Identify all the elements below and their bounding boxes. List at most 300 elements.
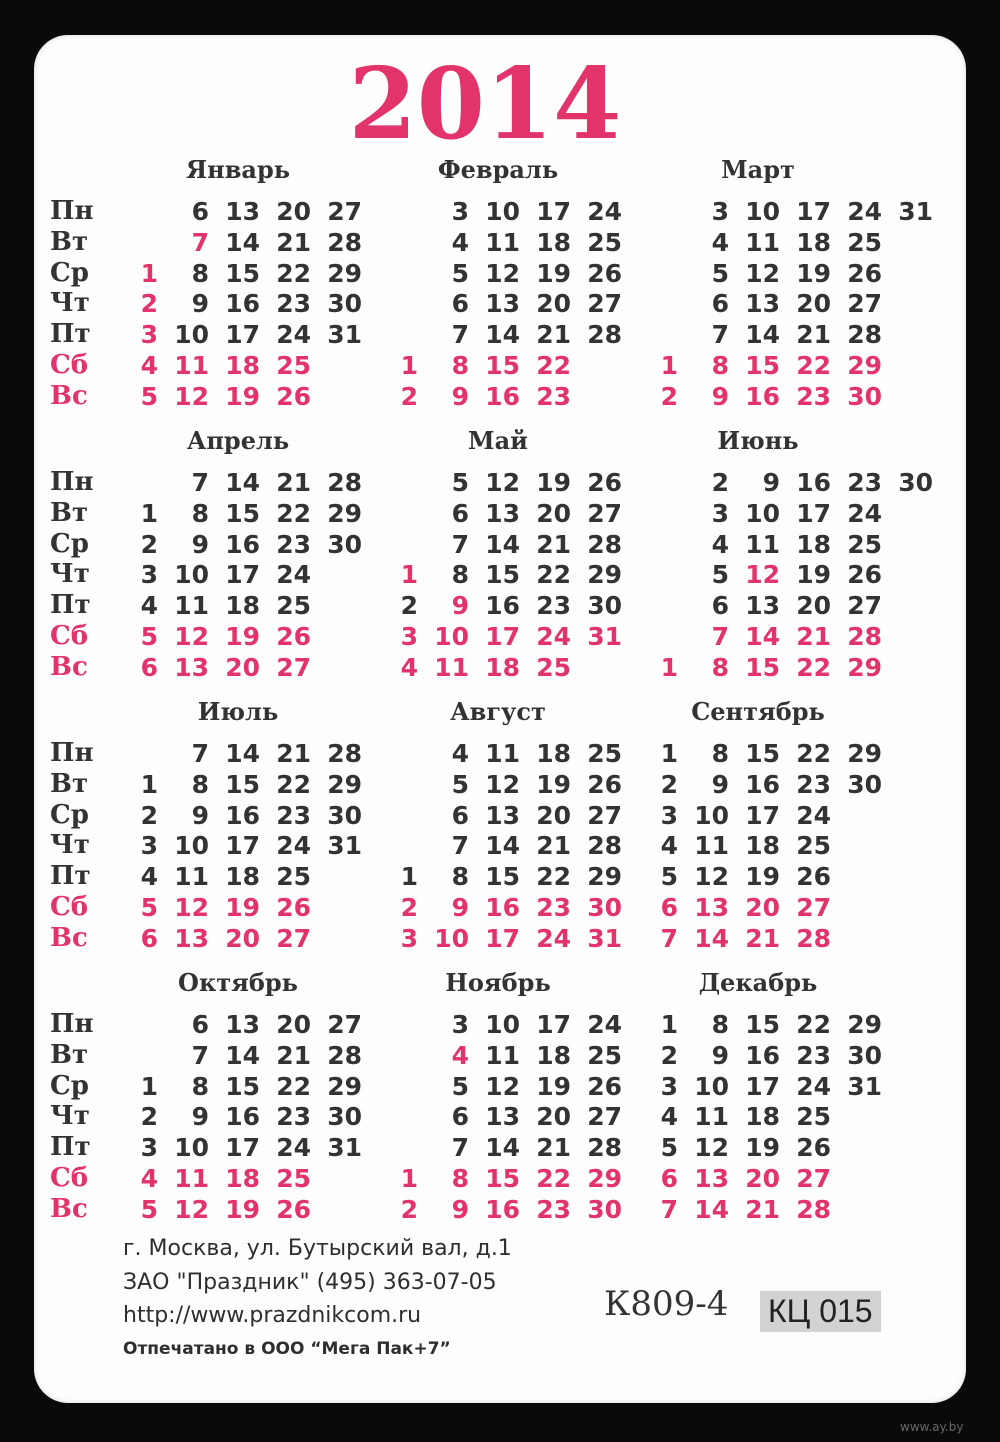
day-cell: 18 bbox=[796, 227, 831, 257]
day-cell: 16 bbox=[485, 591, 520, 621]
day-cell: 4 bbox=[140, 591, 158, 621]
month-title: Март bbox=[721, 155, 795, 184]
day-cell: 5 bbox=[140, 381, 158, 411]
day-cell: 12 bbox=[745, 560, 780, 590]
day-cell: 7 bbox=[451, 831, 469, 861]
day-cell: 2 bbox=[140, 800, 158, 830]
day-cell: 21 bbox=[796, 622, 831, 651]
day-cell: 9 bbox=[191, 800, 209, 830]
day-cell: 29 bbox=[847, 652, 882, 682]
day-cell: 23 bbox=[276, 529, 311, 559]
day-cell: 29 bbox=[327, 769, 362, 799]
day-cell: 8 bbox=[451, 1164, 469, 1193]
day-cell: 12 bbox=[485, 468, 520, 497]
day-cell: 12 bbox=[174, 381, 209, 411]
day-cell: 8 bbox=[711, 351, 729, 380]
day-cell: 5 bbox=[451, 769, 469, 799]
day-cell: 22 bbox=[796, 1010, 831, 1039]
day-cell: 16 bbox=[745, 1040, 780, 1070]
day-cell: 1 bbox=[140, 498, 158, 528]
weekday-label: Вс bbox=[50, 1193, 88, 1224]
day-cell: 14 bbox=[745, 320, 780, 350]
day-cell: 7 bbox=[711, 320, 729, 350]
weekday-label: Вс bbox=[50, 380, 88, 411]
day-cell: 9 bbox=[451, 381, 469, 411]
day-cell: 10 bbox=[745, 498, 780, 528]
month-title: Январь bbox=[185, 155, 291, 184]
day-cell: 3 bbox=[140, 1133, 158, 1163]
day-cell: 5 bbox=[711, 560, 729, 590]
day-cell: 27 bbox=[327, 1010, 362, 1039]
day-cell: 6 bbox=[191, 197, 209, 226]
day-cell: 9 bbox=[762, 468, 780, 497]
day-cell: 10 bbox=[174, 320, 209, 350]
day-cell: 30 bbox=[327, 529, 362, 559]
day-cell: 29 bbox=[327, 258, 362, 288]
day-cell: 10 bbox=[434, 923, 469, 953]
weekday-label: Пн bbox=[50, 196, 94, 226]
day-cell: 23 bbox=[536, 1194, 571, 1224]
day-cell: 7 bbox=[451, 320, 469, 350]
day-cell: 7 bbox=[191, 468, 209, 497]
day-cell: 14 bbox=[694, 1194, 729, 1224]
day-cell: 21 bbox=[276, 739, 311, 768]
day-cell: 23 bbox=[276, 1102, 311, 1132]
day-cell: 24 bbox=[276, 320, 311, 350]
day-cell: 16 bbox=[225, 1102, 260, 1132]
day-cell: 5 bbox=[451, 468, 469, 497]
day-cell: 25 bbox=[796, 1102, 831, 1132]
weekday-label: Пт bbox=[50, 319, 91, 350]
day-cell: 23 bbox=[536, 381, 571, 411]
day-cell: 16 bbox=[485, 893, 520, 922]
printed-by-text: Отпечатано в ООО “Мега Пак+7” bbox=[123, 1339, 451, 1359]
watermark-text: www.ay.by bbox=[900, 1420, 964, 1434]
day-cell: 21 bbox=[276, 227, 311, 257]
day-cell: 27 bbox=[327, 197, 362, 226]
day-cell: 3 bbox=[711, 197, 729, 226]
day-cell: 13 bbox=[694, 893, 729, 922]
day-cell: 15 bbox=[485, 351, 520, 380]
day-cell: 18 bbox=[225, 351, 260, 380]
day-cell: 15 bbox=[485, 1164, 520, 1193]
day-cell: 15 bbox=[225, 258, 260, 288]
day-cell: 20 bbox=[796, 289, 831, 319]
day-cell: 26 bbox=[587, 769, 622, 799]
day-cell: 18 bbox=[745, 1102, 780, 1132]
day-cell: 31 bbox=[847, 1071, 882, 1101]
day-cell: 28 bbox=[327, 227, 362, 257]
weekday-label: Вт bbox=[50, 1039, 89, 1070]
day-cell: 31 bbox=[327, 1133, 362, 1163]
weekday-label: Пт bbox=[50, 1132, 91, 1163]
day-cell: 2 bbox=[660, 381, 678, 411]
day-cell: 17 bbox=[796, 498, 831, 528]
weekday-label: Пн bbox=[50, 467, 94, 497]
day-cell: 5 bbox=[140, 1194, 158, 1224]
day-cell: 10 bbox=[694, 800, 729, 830]
day-cell: 23 bbox=[536, 893, 571, 922]
month-title: Февраль bbox=[437, 155, 559, 184]
day-cell: 30 bbox=[587, 1194, 622, 1224]
day-cell: 13 bbox=[174, 923, 209, 953]
day-cell: 16 bbox=[796, 468, 831, 497]
day-cell: 2 bbox=[140, 1102, 158, 1132]
day-cell: 19 bbox=[536, 1071, 571, 1101]
day-cell: 21 bbox=[276, 468, 311, 497]
day-cell: 27 bbox=[587, 1102, 622, 1132]
day-cell: 16 bbox=[225, 800, 260, 830]
day-cell: 19 bbox=[225, 622, 260, 651]
day-cell: 1 bbox=[140, 769, 158, 799]
day-cell: 21 bbox=[276, 1040, 311, 1070]
day-cell: 10 bbox=[694, 1071, 729, 1101]
day-cell: 1 bbox=[140, 1071, 158, 1101]
day-cell: 13 bbox=[485, 498, 520, 528]
day-cell: 3 bbox=[711, 498, 729, 528]
day-cell: 15 bbox=[225, 1071, 260, 1101]
day-cell: 26 bbox=[796, 1133, 831, 1163]
day-cell: 20 bbox=[276, 197, 311, 226]
day-cell: 24 bbox=[276, 560, 311, 590]
day-cell: 24 bbox=[796, 800, 831, 830]
day-cell: 28 bbox=[587, 831, 622, 861]
day-cell: 7 bbox=[660, 923, 678, 953]
day-cell: 6 bbox=[451, 800, 469, 830]
day-cell: 27 bbox=[587, 498, 622, 528]
day-cell: 14 bbox=[225, 468, 260, 497]
day-cell: 2 bbox=[400, 1194, 418, 1224]
product-code: К809-4 bbox=[604, 1284, 729, 1324]
day-cell: 3 bbox=[140, 320, 158, 350]
day-cell: 2 bbox=[400, 381, 418, 411]
day-cell: 7 bbox=[191, 227, 209, 257]
day-cell: 8 bbox=[451, 351, 469, 380]
day-cell: 22 bbox=[536, 862, 571, 892]
day-cell: 28 bbox=[587, 529, 622, 559]
day-cell: 4 bbox=[140, 351, 158, 380]
day-cell: 11 bbox=[174, 591, 209, 621]
day-cell: 2 bbox=[660, 1040, 678, 1070]
day-cell: 4 bbox=[451, 1040, 469, 1070]
day-cell: 6 bbox=[191, 1010, 209, 1039]
day-cell: 30 bbox=[327, 289, 362, 319]
day-cell: 9 bbox=[711, 381, 729, 411]
day-cell: 8 bbox=[191, 498, 209, 528]
year-title: 2014 bbox=[348, 47, 622, 162]
day-cell: 4 bbox=[451, 739, 469, 768]
day-cell: 4 bbox=[140, 862, 158, 892]
day-cell: 8 bbox=[191, 769, 209, 799]
day-cell: 7 bbox=[451, 1133, 469, 1163]
day-cell: 8 bbox=[711, 739, 729, 768]
day-cell: 25 bbox=[587, 1040, 622, 1070]
day-cell: 1 bbox=[660, 652, 678, 682]
day-cell: 31 bbox=[587, 622, 622, 651]
day-cell: 6 bbox=[140, 652, 158, 682]
day-cell: 19 bbox=[225, 381, 260, 411]
day-cell: 17 bbox=[225, 1133, 260, 1163]
day-cell: 14 bbox=[485, 831, 520, 861]
day-cell: 6 bbox=[451, 289, 469, 319]
month-title: Сентябрь bbox=[691, 697, 825, 726]
day-cell: 1 bbox=[660, 1010, 678, 1039]
day-cell: 22 bbox=[276, 769, 311, 799]
day-cell: 12 bbox=[745, 258, 780, 288]
day-cell: 23 bbox=[796, 1040, 831, 1070]
stamp-code: КЦ 015 bbox=[760, 1291, 881, 1332]
day-cell: 8 bbox=[711, 1010, 729, 1039]
weekday-label: Вс bbox=[50, 651, 88, 682]
day-cell: 2 bbox=[400, 893, 418, 922]
month-title: Апрель bbox=[186, 426, 290, 455]
day-cell: 28 bbox=[327, 1040, 362, 1070]
day-cell: 5 bbox=[660, 862, 678, 892]
day-cell: 11 bbox=[174, 862, 209, 892]
day-cell: 2 bbox=[400, 591, 418, 621]
day-cell: 6 bbox=[451, 1102, 469, 1132]
day-cell: 7 bbox=[191, 1040, 209, 1070]
website-url: http://www.prazdnikcom.ru bbox=[123, 1303, 422, 1328]
weekday-label: Сб bbox=[50, 1163, 89, 1193]
day-cell: 19 bbox=[536, 258, 571, 288]
day-cell: 15 bbox=[485, 862, 520, 892]
weekday-label: Пт bbox=[50, 861, 91, 892]
month-title: Ноябрь bbox=[445, 968, 551, 997]
day-cell: 25 bbox=[536, 652, 571, 682]
day-cell: 30 bbox=[327, 800, 362, 830]
day-cell: 5 bbox=[451, 1071, 469, 1101]
day-cell: 22 bbox=[276, 498, 311, 528]
day-cell: 20 bbox=[536, 498, 571, 528]
day-cell: 1 bbox=[400, 560, 418, 590]
day-cell: 23 bbox=[536, 591, 571, 621]
day-cell: 14 bbox=[485, 529, 520, 559]
day-cell: 9 bbox=[451, 1194, 469, 1224]
day-cell: 28 bbox=[587, 320, 622, 350]
weekday-label: Чт bbox=[50, 559, 90, 590]
day-cell: 4 bbox=[140, 1164, 158, 1193]
day-cell: 30 bbox=[847, 1040, 882, 1070]
weekday-label: Ср bbox=[50, 528, 89, 559]
day-cell: 12 bbox=[694, 1133, 729, 1163]
day-cell: 10 bbox=[174, 831, 209, 861]
weekday-label: Ср bbox=[50, 799, 89, 830]
day-cell: 3 bbox=[400, 923, 418, 953]
day-cell: 5 bbox=[451, 258, 469, 288]
day-cell: 17 bbox=[796, 197, 831, 226]
day-cell: 25 bbox=[276, 1164, 311, 1193]
day-cell: 11 bbox=[745, 529, 780, 559]
weekday-label: Пн bbox=[50, 1009, 94, 1039]
day-cell: 28 bbox=[796, 923, 831, 953]
month-title: Август bbox=[450, 697, 546, 726]
day-cell: 21 bbox=[796, 320, 831, 350]
day-cell: 21 bbox=[745, 923, 780, 953]
day-cell: 30 bbox=[847, 381, 882, 411]
day-cell: 14 bbox=[225, 1040, 260, 1070]
day-cell: 14 bbox=[485, 320, 520, 350]
day-cell: 23 bbox=[276, 800, 311, 830]
day-cell: 22 bbox=[276, 258, 311, 288]
day-cell: 26 bbox=[847, 560, 882, 590]
day-cell: 22 bbox=[796, 351, 831, 380]
day-cell: 22 bbox=[796, 739, 831, 768]
day-cell: 17 bbox=[536, 197, 571, 226]
day-cell: 14 bbox=[225, 227, 260, 257]
day-cell: 26 bbox=[276, 893, 311, 922]
day-cell: 25 bbox=[276, 591, 311, 621]
day-cell: 20 bbox=[745, 1164, 780, 1193]
day-cell: 18 bbox=[536, 739, 571, 768]
day-cell: 17 bbox=[745, 1071, 780, 1101]
company-text: ЗАО "Праздник" (495) 363-07-05 bbox=[123, 1270, 497, 1295]
weekday-label: Вс bbox=[50, 922, 88, 953]
day-cell: 29 bbox=[847, 351, 882, 380]
day-cell: 26 bbox=[276, 622, 311, 651]
day-cell: 23 bbox=[796, 381, 831, 411]
day-cell: 29 bbox=[327, 1071, 362, 1101]
day-cell: 11 bbox=[174, 1164, 209, 1193]
day-cell: 19 bbox=[536, 468, 571, 497]
day-cell: 29 bbox=[847, 739, 882, 768]
day-cell: 15 bbox=[745, 652, 780, 682]
day-cell: 10 bbox=[174, 1133, 209, 1163]
day-cell: 31 bbox=[327, 831, 362, 861]
day-cell: 4 bbox=[451, 227, 469, 257]
day-cell: 24 bbox=[587, 1010, 622, 1039]
day-cell: 11 bbox=[694, 1102, 729, 1132]
day-cell: 9 bbox=[451, 591, 469, 621]
weekday-label: Вт bbox=[50, 497, 89, 528]
day-cell: 12 bbox=[174, 893, 209, 922]
weekday-label: Сб bbox=[50, 621, 89, 651]
day-cell: 25 bbox=[276, 351, 311, 380]
day-cell: 9 bbox=[191, 529, 209, 559]
day-cell: 23 bbox=[847, 468, 882, 497]
day-cell: 21 bbox=[536, 831, 571, 861]
day-cell: 27 bbox=[276, 923, 311, 953]
weekday-label: Пт bbox=[50, 590, 91, 621]
day-cell: 25 bbox=[847, 227, 882, 257]
day-cell: 3 bbox=[140, 831, 158, 861]
day-cell: 12 bbox=[485, 258, 520, 288]
day-cell: 21 bbox=[536, 1133, 571, 1163]
day-cell: 22 bbox=[536, 1164, 571, 1193]
day-cell: 20 bbox=[536, 289, 571, 319]
day-cell: 25 bbox=[587, 739, 622, 768]
day-cell: 2 bbox=[711, 468, 729, 497]
day-cell: 8 bbox=[451, 862, 469, 892]
day-cell: 10 bbox=[434, 622, 469, 651]
weekday-label: Пн bbox=[50, 738, 94, 768]
day-cell: 13 bbox=[694, 1164, 729, 1193]
day-cell: 13 bbox=[745, 289, 780, 319]
weekday-label: Ср bbox=[50, 1070, 89, 1101]
day-cell: 29 bbox=[587, 1164, 622, 1193]
day-cell: 18 bbox=[225, 1164, 260, 1193]
day-cell: 17 bbox=[485, 923, 520, 953]
day-cell: 1 bbox=[400, 1164, 418, 1193]
day-cell: 17 bbox=[745, 800, 780, 830]
day-cell: 28 bbox=[847, 622, 882, 651]
day-cell: 28 bbox=[847, 320, 882, 350]
day-cell: 4 bbox=[400, 652, 418, 682]
day-cell: 24 bbox=[276, 1133, 311, 1163]
day-cell: 26 bbox=[796, 862, 831, 892]
day-cell: 24 bbox=[796, 1071, 831, 1101]
weekday-label: Чт bbox=[50, 1101, 90, 1132]
day-cell: 22 bbox=[536, 351, 571, 380]
day-cell: 11 bbox=[434, 652, 469, 682]
month-title: Май bbox=[468, 426, 528, 455]
day-cell: 31 bbox=[898, 197, 933, 226]
day-cell: 18 bbox=[225, 591, 260, 621]
day-cell: 30 bbox=[898, 468, 933, 497]
day-cell: 5 bbox=[140, 622, 158, 651]
day-cell: 16 bbox=[485, 381, 520, 411]
month-title: Октябрь bbox=[178, 968, 298, 997]
day-cell: 27 bbox=[847, 289, 882, 319]
day-cell: 20 bbox=[536, 800, 571, 830]
day-cell: 21 bbox=[536, 320, 571, 350]
day-cell: 7 bbox=[711, 622, 729, 651]
address-text: г. Москва, ул. Бутырский вал, д.1 bbox=[123, 1236, 512, 1261]
day-cell: 9 bbox=[451, 893, 469, 922]
day-cell: 3 bbox=[140, 560, 158, 590]
day-cell: 3 bbox=[451, 1010, 469, 1039]
month-title: Декабрь bbox=[698, 968, 818, 997]
day-cell: 2 bbox=[660, 769, 678, 799]
day-cell: 18 bbox=[536, 1040, 571, 1070]
day-cell: 26 bbox=[587, 1071, 622, 1101]
day-cell: 8 bbox=[711, 652, 729, 682]
day-cell: 16 bbox=[745, 381, 780, 411]
day-cell: 25 bbox=[587, 227, 622, 257]
day-cell: 20 bbox=[276, 1010, 311, 1039]
day-cell: 9 bbox=[191, 289, 209, 319]
day-cell: 14 bbox=[225, 739, 260, 768]
day-cell: 14 bbox=[745, 622, 780, 651]
day-cell: 15 bbox=[745, 351, 780, 380]
day-cell: 27 bbox=[587, 800, 622, 830]
day-cell: 15 bbox=[745, 739, 780, 768]
day-cell: 7 bbox=[451, 529, 469, 559]
day-cell: 6 bbox=[140, 923, 158, 953]
day-cell: 30 bbox=[847, 769, 882, 799]
day-cell: 1 bbox=[140, 258, 158, 288]
day-cell: 22 bbox=[536, 560, 571, 590]
weekday-label: Сб bbox=[50, 892, 89, 922]
day-cell: 29 bbox=[587, 560, 622, 590]
day-cell: 2 bbox=[140, 529, 158, 559]
day-cell: 8 bbox=[191, 258, 209, 288]
day-cell: 21 bbox=[745, 1194, 780, 1224]
day-cell: 4 bbox=[660, 1102, 678, 1132]
day-cell: 20 bbox=[745, 893, 780, 922]
day-cell: 31 bbox=[587, 923, 622, 953]
day-cell: 3 bbox=[660, 800, 678, 830]
day-cell: 24 bbox=[587, 197, 622, 226]
weekday-label: Чт bbox=[50, 288, 90, 319]
day-cell: 12 bbox=[174, 1194, 209, 1224]
day-cell: 6 bbox=[711, 591, 729, 621]
day-cell: 24 bbox=[536, 923, 571, 953]
day-cell: 6 bbox=[451, 498, 469, 528]
day-cell: 11 bbox=[174, 351, 209, 380]
day-cell: 22 bbox=[796, 652, 831, 682]
day-cell: 30 bbox=[587, 591, 622, 621]
